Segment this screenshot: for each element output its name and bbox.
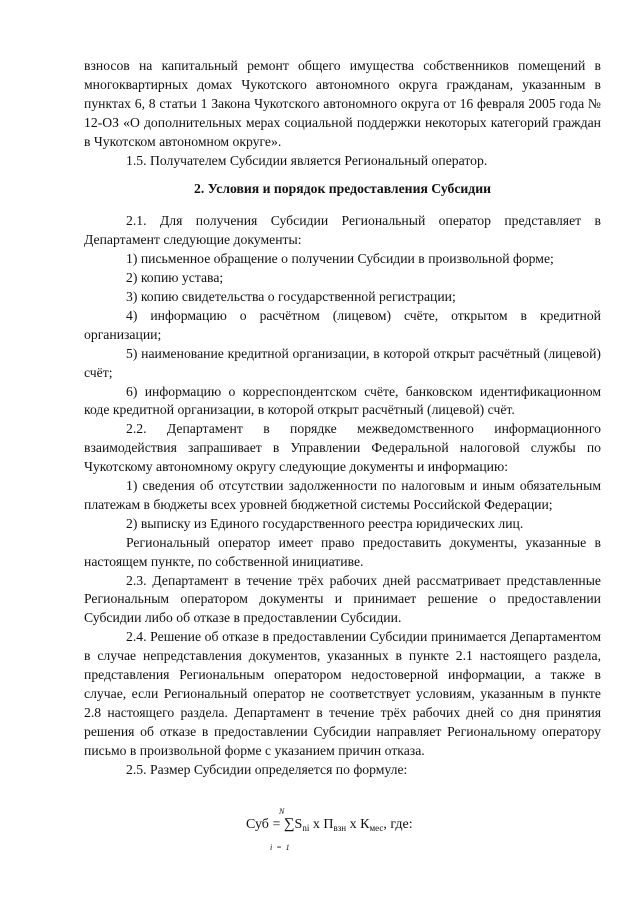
- list-item: 1) сведения об отсутствии задолженности по налоговым и иным обязательным платежам в бюджеты всех уровней бюджетной системы Российской Федерации;: [84, 478, 601, 512]
- sigma-symbol: ∑: [283, 816, 295, 832]
- subsidy-formula: [84, 805, 601, 852]
- list-item: 6) информацию о корреспондентском счёте, банковском идентификационном коде кредитной организации, в которой открыт расчётный (лицевой) счёт.: [84, 383, 601, 418]
- list-item: 5) наименование кредитной организации, в которой открыт расчётный (лицевой) счёт;: [84, 345, 601, 380]
- formula-expression: [246, 815, 413, 838]
- paragraph: 1.5. Получателем Субсидии является Региональный оператор.: [126, 152, 488, 168]
- formula-s-sub: ni: [302, 823, 310, 833]
- paragraph: 2.5. Размер Субсидии определяется по формуле:: [126, 761, 408, 777]
- paragraph: 2.4. Решение об отказе в предоставлении Субсидии принимается Департаментом в случае непредставления документов, указанных в пункте 2.1 настоящего раздела, представления Региональным оператором недостоверной информации, а также в случае, если Региональный оператор не соответствует условиям, указанным в пункте 2.8 настоящего раздела. Департамент в течение трёх рабочих дней со дня принятия решения об отказе в предоставлении Субсидии направляет Региональному оператору письмо в произвольной форме с указанием причин отказа.: [84, 629, 601, 758]
- section-heading: 2. Условия и порядок предоставления Субсидии: [194, 181, 491, 197]
- formula-lhs: Суб: [246, 817, 269, 832]
- sum-lower-limit: i = 1: [270, 843, 290, 852]
- formula-times: х: [309, 817, 324, 832]
- list-item: 1) письменное обращение о получении Субсидии в произвольной форме;: [126, 251, 554, 267]
- document-page: [84, 57, 601, 852]
- formula-times: х: [346, 817, 361, 832]
- formula-equals: =: [268, 817, 284, 832]
- paragraph: взносов на капитальный ремонт общего имущества собственников помещений в многоквартирных домах Чукотского автономного округа гражданам, указанным в пунктах 6, 8 статьи 1 Закона Чукотского автономного округа от 16 февраля 2005 года № 12-ОЗ «О дополнительных мерах социальной поддержки некоторых категорий граждан в Чукотском автономном округе».: [84, 58, 601, 149]
- formula-p-sub: взн: [333, 823, 347, 833]
- formula-k-sub: мес: [369, 823, 384, 833]
- paragraph: 2.2. Департамент в порядке межведомственного информационного взаимодействия запрашивает в Управлении Федеральной налоговой службы по Чукотскому автономному округу следующие документы и информацию:: [84, 421, 601, 475]
- sum-upper-limit: N: [279, 807, 285, 816]
- formula-k-var: К: [360, 817, 370, 832]
- list-item: 4) информацию о расчётном (лицевом) счёте, открытом в кредитной организации;: [84, 307, 601, 342]
- list-item: 3) копию свидетельства о государственной регистрации;: [126, 288, 456, 304]
- paragraph: 2.3. Департамент в течение трёх рабочих дней рассматривает представленные Региональным оператором документы и принимает решение о предоставлении Субсидии либо об отказе в предоставлении Субсидии.: [84, 572, 601, 626]
- formula-s-var: S: [294, 817, 303, 832]
- paragraph: Региональный оператор имеет право предоставить документы, указанные в настоящем пункте, по собственной инициативе.: [84, 534, 601, 569]
- formula-p-var: П: [323, 817, 334, 832]
- list-item: 2) выписку из Единого государственного реестра юридических лиц.: [126, 515, 524, 531]
- list-item: 2) копию устава;: [126, 270, 224, 286]
- paragraph: 2.1. Для получения Субсидии Региональный оператор представляет в Департамент следующие документы:: [84, 213, 601, 248]
- formula-tail: , где:: [383, 817, 413, 832]
